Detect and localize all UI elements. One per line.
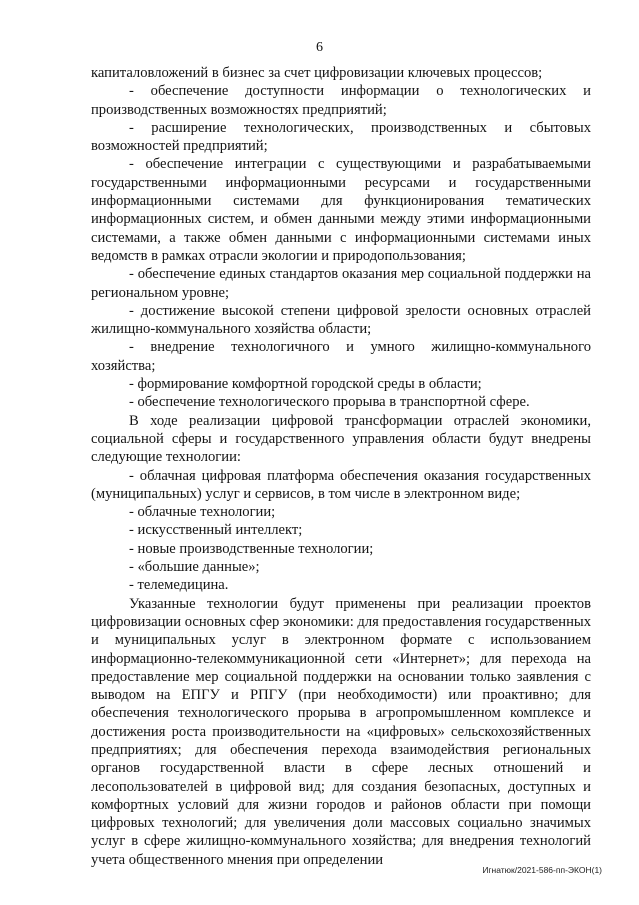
paragraph: - достижение высокой степени цифровой зрелости основных отраслей жилищно-коммунального хозяйства области; [91, 302, 591, 338]
paragraph: Указанные технологии будут применены при реализации проектов цифровизации основных сфер экономики: для предоставления государственных и муниципальных услуг в электронном формате с использованием информационно-телекоммуникационной сети «Интернет»; для перехода на предоставление мер социальной поддержки на основании только заявления с выводом на ЕПГУ и РПГУ (при необходимости) или проактивно; для обеспечения технологического прорыва в агропромышленном комплексе и достижения роста производительности на «цифровых» сельскохозяйственных предприятиях; для обеспечения перехода взаимодействия региональных органов государственной власти в сфере лесных отношений и лесопользователей в цифровой вид; для создания безопасных, доступных и комфортных условий для жизни городов и районов области при помощи цифровых технологий; для увеличения доли массовых социально значимых услуг в сфере жилищно-коммунального хозяйства; для внедрения технологий учета общественного мнения при определении [91, 595, 591, 868]
page-number: 6 [316, 40, 323, 55]
paragraph: - «большие данные»; [129, 559, 260, 576]
paragraph: - искусственный интеллект; [129, 522, 303, 539]
paragraph: - формирование комфортной городской среды в области; [129, 376, 482, 393]
paragraph: - новые производственные технологии; [129, 540, 374, 557]
paragraph: В ходе реализации цифровой трансформации отраслей экономики, социальной сферы и государственного управления области будут внедрены следующие технологии: [91, 412, 591, 466]
paragraph: - обеспечение технологического прорыва в транспортной сфере. [129, 394, 530, 411]
paragraph: - облачная цифровая платформа обеспечения оказания государственных (муниципальных) услуг и сервисов, в том числе в электронном виде; [91, 467, 591, 502]
document-body [91, 64, 591, 869]
paragraph: - облачные технологии; [129, 504, 276, 521]
paragraph: - телемедицина. [129, 577, 229, 594]
paragraph: - внедрение технологичного и умного жилищно-коммунального хозяйства; [91, 339, 591, 374]
paragraph: - обеспечение интеграции с существующими и разрабатываемыми государственными информационными ресурсами и государственными информационными системами для функционирования тематических информационных систем, и обмен данными между этими информационными системами, а также обмен данными с информационными системами иных ведомств в рамках отрасли экологии и природопользования; [91, 156, 591, 264]
paragraph: - обеспечение доступности информации о технологических и производственных возможностях предприятий; [91, 83, 591, 118]
paragraph: - расширение технологических, производственных и сбытовых возможностей предприятий; [91, 119, 591, 155]
paragraph: капиталовложений в бизнес за счет цифровизации ключевых процессов; [91, 65, 543, 81]
paragraph: - обеспечение единых стандартов оказания мер социальной поддержки на региональном уровне; [91, 266, 591, 301]
document-reference: Игнатюк/2021-586-пп-ЭКОН(1) [482, 865, 602, 875]
